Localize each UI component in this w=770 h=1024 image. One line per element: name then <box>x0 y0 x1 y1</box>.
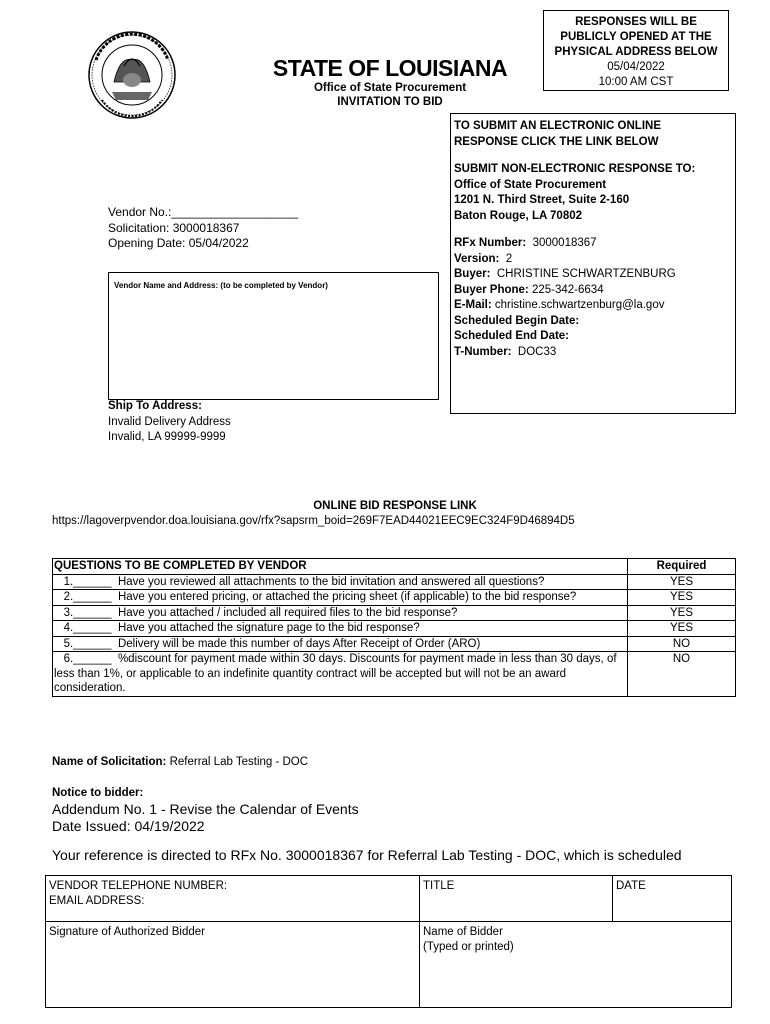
notice-label: Notice to bidder: <box>52 787 144 799</box>
buyer-value: CHRISTINE SCHWARTZENBURG <box>496 268 676 280</box>
t-number-label: T-Number: <box>454 345 512 358</box>
question-required: YES <box>628 605 736 621</box>
table-row <box>53 621 736 637</box>
online-link-heading: ONLINE BID RESPONSE LINK <box>313 500 477 512</box>
question-text[interactable]: 1.______ Have you reviewed all attachments to the bid invitation and answered all questions? <box>53 574 628 590</box>
office-name: Office of State Procurement <box>313 82 467 94</box>
table-row <box>46 876 732 922</box>
question-text[interactable]: 5.______ Delivery will be made this number of days After Receipt of Order (ARO) <box>53 636 628 652</box>
question-required: YES <box>628 590 736 606</box>
date-issued: Date Issued: 04/19/2022 <box>52 817 205 834</box>
address-line-3: Baton Rouge, LA 70802 <box>454 209 583 222</box>
bidder-name-label: Name of Bidder <box>423 926 503 938</box>
vendor-email-label: EMAIL ADDRESS: <box>49 895 145 907</box>
addendum-notice <box>52 801 359 834</box>
version-row <box>454 252 732 268</box>
date-field[interactable] <box>613 876 732 922</box>
ship-to-line-2: Invalid, LA 99999-9999 <box>108 431 226 443</box>
question-text[interactable]: 6.______ %discount for payment made within 30 days. Discounts for payment made in less than 30 days, of less than 1%, or applicable to an indefinite quantity contract will be accepted but will not be an award consideration. <box>53 652 628 697</box>
question-required: NO <box>628 636 736 652</box>
louisiana-state-seal <box>80 30 184 120</box>
rfx-number-label: RFx Number: <box>454 237 527 249</box>
table-row <box>53 590 736 606</box>
rfx-number-row <box>454 236 732 252</box>
buyer-phone-label: Buyer Phone: <box>454 283 529 296</box>
questions-header-row <box>53 559 736 575</box>
questions-header: QUESTIONS TO BE COMPLETED BY VENDOR <box>53 559 628 575</box>
ship-to-address <box>108 399 231 446</box>
table-row <box>53 636 736 652</box>
buyer-phone-row <box>454 283 732 299</box>
question-text[interactable]: 2.______ Have you entered pricing, or attached the pricing sheet (if applicable) to the bid response? <box>53 590 628 606</box>
document-type: INVITATION TO BID <box>337 96 443 108</box>
vendor-contact-field[interactable] <box>46 876 420 922</box>
signature-label: Signature of Authorized Bidder <box>49 926 205 938</box>
opening-date-text: Opening Date: 05/04/2022 <box>108 236 249 250</box>
submission-info-box <box>450 113 736 414</box>
question-text[interactable]: 4.______ Have you attached the signature page to the bid response? <box>53 621 628 637</box>
vendor-phone-label: VENDOR TELEPHONE NUMBER: <box>49 880 228 892</box>
reference-text: Your reference is directed to RFx No. 3000018367 for Referral Lab Testing - DOC, which is scheduled <box>52 847 682 863</box>
table-row <box>53 652 736 697</box>
public-line-1: RESPONSES WILL BE <box>575 16 697 28</box>
email-value[interactable]: christine.schwartzenburg@la.gov <box>494 299 665 311</box>
electronic-line-2: RESPONSE CLICK THE LINK BELOW <box>454 135 659 148</box>
page-title: STATE OF LOUISIANA <box>272 55 508 81</box>
buyer-phone-value: 225-342-6634 <box>531 283 604 296</box>
email-label: E-Mail: <box>454 299 492 311</box>
electronic-line-1: TO SUBMIT AN ELECTRONIC ONLINE <box>454 120 661 132</box>
title-label: TITLE <box>423 880 455 892</box>
address-line-1: Office of State Procurement <box>454 178 607 191</box>
page-subtitle <box>240 81 540 109</box>
date-label: DATE <box>616 880 646 892</box>
vendor-address-box[interactable] <box>108 272 439 400</box>
version-label: Version: <box>454 252 500 265</box>
version-value: 2 <box>505 252 513 265</box>
public-line-3: PHYSICAL ADDRESS BELOW <box>554 46 718 58</box>
buyer-label: Buyer: <box>454 268 491 280</box>
vendor-address-label: Vendor Name and Address: (to be completed by Vendor) <box>114 281 328 290</box>
solicitation-name-value: Referral Lab Testing - DOC <box>169 756 309 768</box>
public-line-2: PUBLICLY OPENED AT THE <box>560 31 712 43</box>
bidder-name-field[interactable] <box>420 922 732 1008</box>
question-required: YES <box>628 621 736 637</box>
opening-time: 10:00 AM CST <box>598 76 674 88</box>
signature-field[interactable] <box>46 922 420 1008</box>
begin-date-label: Scheduled Begin Date: <box>454 314 580 327</box>
online-bid-link[interactable]: https://lagoverpvendor.doa.louisiana.gov/rfx?sapsrm_boid=269F7EAD44021EEC9EC324F9D46894D5 <box>52 515 575 527</box>
public-opening-box <box>543 10 729 91</box>
opening-date: 05/04/2022 <box>607 61 665 73</box>
solicitation-name <box>52 756 308 768</box>
non-electronic-heading: SUBMIT NON-ELECTRONIC RESPONSE TO: <box>454 163 696 175</box>
table-row <box>46 922 732 1008</box>
ship-to-line-1: Invalid Delivery Address <box>108 415 231 428</box>
required-header: Required <box>628 559 736 575</box>
question-required: NO <box>628 652 736 697</box>
question-required: YES <box>628 574 736 590</box>
vendor-info <box>108 205 298 252</box>
end-date-label: Scheduled End Date: <box>454 330 570 342</box>
address-line-2: 1201 N. Third Street, Suite 2-160 <box>454 194 630 206</box>
signature-table <box>45 875 732 1008</box>
title-field[interactable] <box>420 876 613 922</box>
vendor-number: Vendor No.:___________________ <box>108 205 299 219</box>
t-number-value: DOC33 <box>517 345 557 358</box>
buyer-row <box>454 267 732 283</box>
vendor-questions-table <box>52 558 736 697</box>
addendum-title: Addendum No. 1 - Revise the Calendar of Events <box>52 801 359 817</box>
ship-to-label: Ship To Address: <box>108 400 202 412</box>
solicitation-number: Solicitation: 3000018367 <box>108 220 240 235</box>
rfx-number-value: 3000018367 <box>532 237 597 249</box>
email-row <box>454 298 732 314</box>
bidder-name-hint: (Typed or printed) <box>423 941 514 953</box>
table-row <box>53 605 736 621</box>
solicitation-name-label: Name of Solicitation: <box>52 756 167 768</box>
t-number-row <box>454 345 732 361</box>
question-text[interactable]: 3.______ Have you attached / included all required files to the bid response? <box>53 605 628 621</box>
table-row <box>53 574 736 590</box>
